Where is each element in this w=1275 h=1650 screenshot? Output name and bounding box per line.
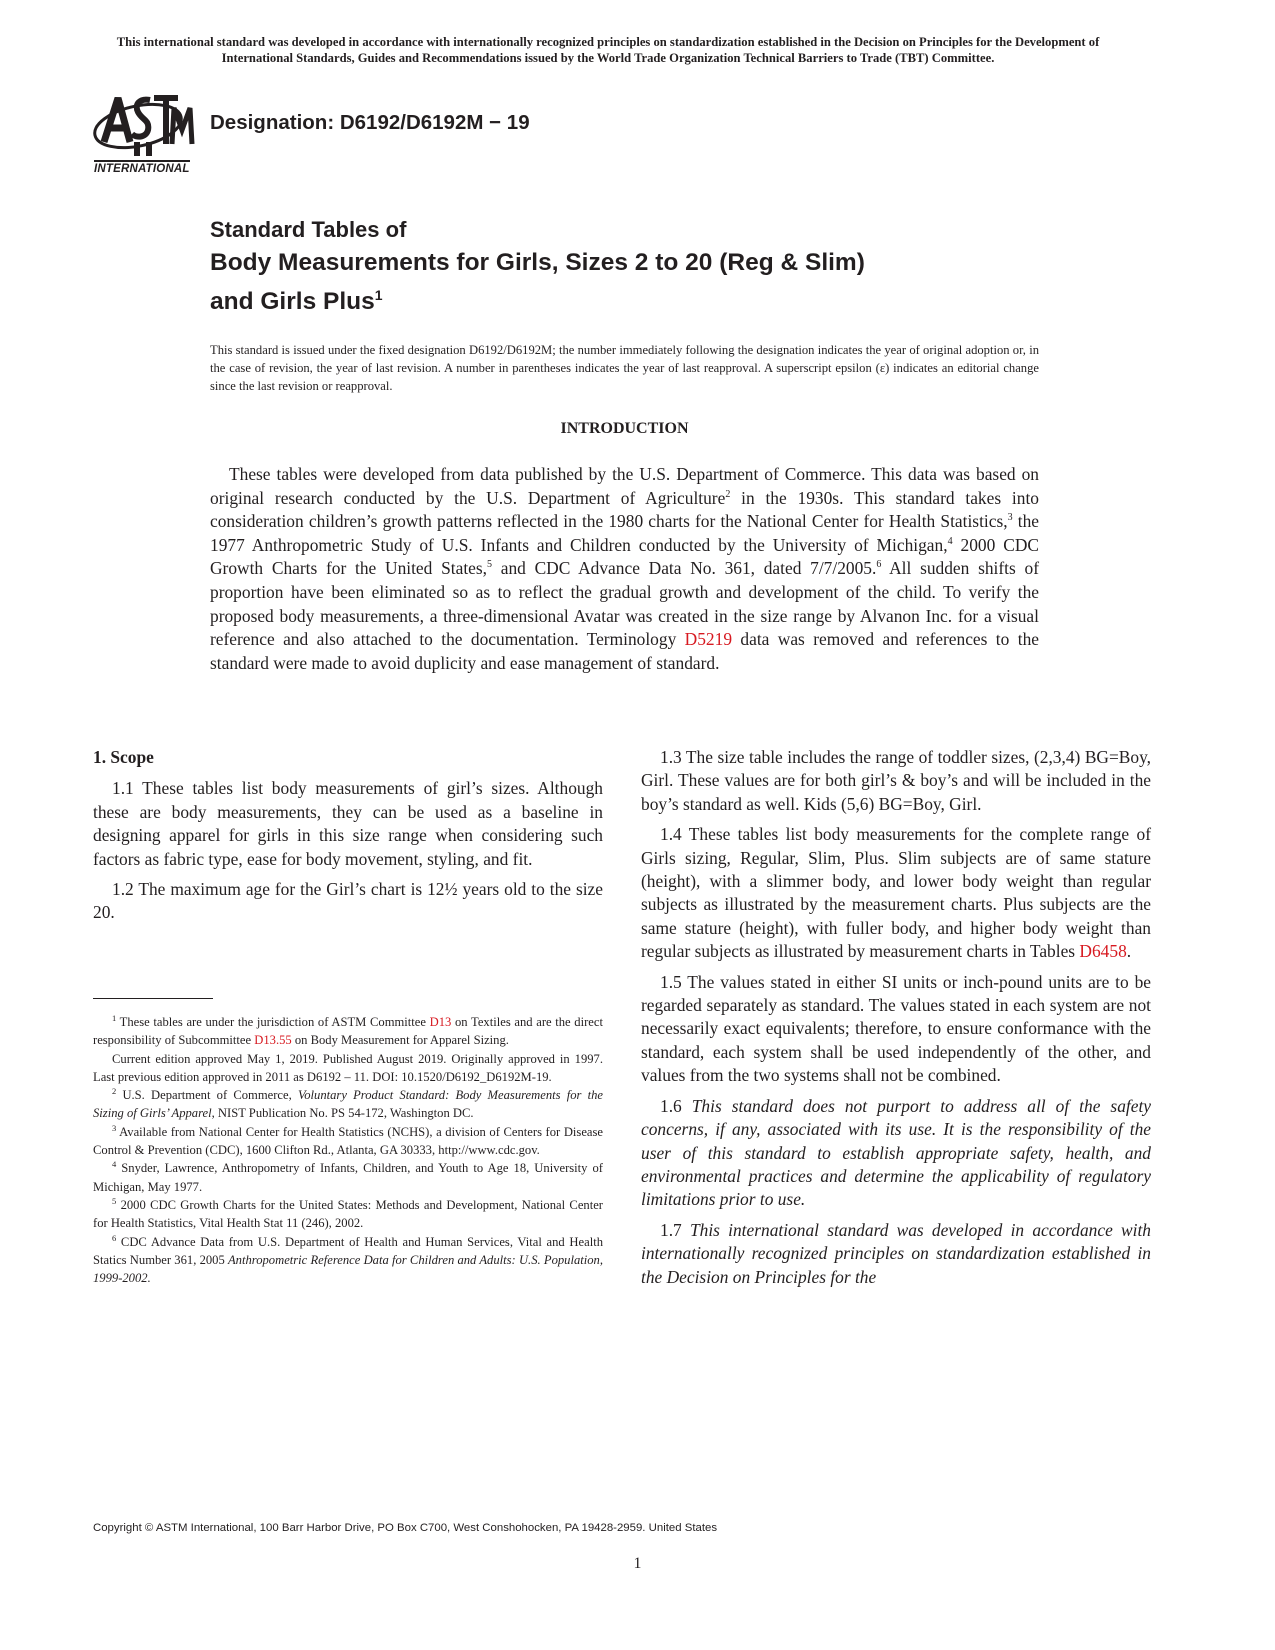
footnote-ref-4[interactable]: 4	[947, 535, 953, 547]
footnotes	[93, 1013, 603, 1287]
footnote-1: $^1$ These tables are under the jurisdiction of ASTM Committee D13 on Textiles and are the direct responsibility of Subcommittee D13.55 on Body Measurement for Apparel Sizing.	[93, 1012, 603, 1048]
section-1-1: 1.1 These tables list body measurements of girl’s sizes. Although these are body measurements, they can be used as a baseline in designing apparel for girls in this size range when considering such factors as fabric type, ease for body movement, styling, and fit.	[93, 778, 603, 869]
section-1-4: 1.4 These tables list body measurements for the complete range of Girls sizing, Regular, Slim, Plus. Slim subjects are of same stature (height), with a slimmer body, and lower body weight than regular subjects as illustrated by the measurement charts. Plus subjects are the same stature (height), with fuller body, and higher body weight than regular subjects as illustrated by measurement charts in Tables D6458.	[641, 824, 1151, 962]
section-1-3: 1.3 The size table includes the range of toddler sizes, (2,3,4) BG=Boy, Girl. These values are for both girl’s & boy’s and will be included in the boy’s standard as well. Kids (5,6) BG=Boy, Girl.	[641, 747, 1151, 814]
left-column	[93, 746, 603, 932]
footnote-ref-5[interactable]: 5	[486, 559, 492, 571]
right-column	[641, 746, 1151, 1296]
footnote-ref-2[interactable]: 2	[725, 488, 731, 500]
page-number: 1	[633, 1555, 642, 1572]
section-1-2: 1.2 The maximum age for the Girl’s chart is 12½ years old to the size 20.	[93, 879, 603, 923]
section-1-7: 1.7 This international standard was developed in accordance with internationally recognized principles on standardization established in the Decision on Principles for the	[641, 1219, 1151, 1287]
link-d6458[interactable]: D6458	[1079, 941, 1127, 962]
designation: Designation: D6192/D6192M − 19	[210, 111, 530, 134]
footnote-4: $^4$ Snyder, Lawrence, Anthropometry of Infants, Children, and Youth to Age 18, University of Michigan, May 1977.	[93, 1159, 603, 1194]
footnote-ref-3[interactable]: 3	[1007, 512, 1013, 524]
footnote-divider	[93, 998, 213, 999]
title-footnote-ref[interactable]: 1	[374, 287, 383, 303]
title-line-2: Body Measurements for Girls, Sizes 2 to 20 (Reg & Slim)	[210, 249, 865, 276]
top-notice: This international standard was developed in accordance with internationally recognized principles on standardization established in the Decision on Principles for the Development of International Standards, Guides and Recommendations issued by the World Trade Organization Technical Barriers to Trade (TBT) Committee.	[116, 35, 1100, 65]
footnote-3: $^3$ Available from National Center for Health Statistics (NCHS), a division of Centers for Disease Control & Prevention (CDC), 1600 Clifton Rd., Atlanta, GA 30333, http://www.cdc.gov.	[93, 1122, 603, 1158]
footnote-1-edition: Current edition approved May 1, 2019. Published August 2019. Originally approved in 1997. Last previous edition approved in 2011 as D6192 – 11. DOI: 10.1520/D6192_D6192M-19.	[93, 1051, 603, 1084]
title-line-3: and Girls Plus	[210, 288, 375, 316]
section-1-6: 1.6 This standard does not purport to address all of the safety concerns, if any, associated with its use. It is the responsibility of the user of this standard to establish appropriate safety, health, and environmental practices and determine the applicability of regulatory limitations prior to use.	[641, 1095, 1152, 1210]
footnote-2: $^2$ U.S. Department of Commerce, Voluntary Product Standard: Body Measurements for the Sizing of Girls’ Apparel, NIST Publication No. PS 54-172, Washington DC.	[93, 1086, 603, 1121]
introduction-paragraph: These tables were developed from data published by the U.S. Department of Commerce. This data was based on original research conducted by the U.S. Department of Agriculture$^2$ in the 1930s. This standard takes into consideration children’s growth patterns reflected in the 1980 charts for the National Center for Health Statistics,$^3$ the 1977 Anthropometric Study of U.S. Infants and Children conducted by the University of Michigan,$^4$ 2000 CDC Growth Charts for the United States,$^5$ and CDC Advance Data No. 361, dated 7/7/2005.$^6$ All sudden shifts of proportion have been eliminated so as to reflect the gradual growth and development of the child. To verify the proposed body measurements, a three-dimensional Avatar was created in the size range by Alvanon Inc. for a visual reference and also attached to the documentation. Terminology D5219 data was removed and references to the standard were made to avoid duplicity and ease management of standard.	[210, 464, 1040, 673]
link-d13-55[interactable]: D13.55	[254, 1033, 292, 1048]
logo-international-text: INTERNATIONAL	[94, 160, 190, 175]
section-1-5: 1.5 The values stated in either SI units or inch-pound units are to be regarded separately as standard. The values stated in each system are not necessarily exact equivalents; therefore, to ensure conformance with the standard, each system shall be used independently of the other, and values from the two systems shall not be combined.	[641, 971, 1151, 1086]
document-title	[210, 213, 865, 318]
title-line-1: Standard Tables of	[210, 217, 407, 242]
astm-logo	[88, 90, 198, 180]
link-d13[interactable]: D13	[429, 1015, 452, 1029]
footnote-5: $^5$ 2000 CDC Growth Charts for the United States: Methods and Development, National Center for Health Statistics, Vital Health Stat 11 (246), 2002.	[93, 1195, 603, 1231]
introduction-heading: INTRODUCTION	[560, 420, 689, 437]
scope-heading: 1. Scope	[93, 747, 154, 767]
link-d5219[interactable]: D5219	[684, 629, 733, 650]
footnote-ref-6[interactable]: 6	[876, 559, 882, 571]
footnote-6: $^6$ CDC Advance Data from U.S. Department of Health and Human Services, Vital and Health Statics Number 361, 2005 Anthropometric Reference Data for Children and Adults: U.S. Population, 1999-2002.	[93, 1232, 603, 1286]
issue-note: This standard is issued under the fixed designation D6192/D6192M; the number immediately following the designation indicates the year of original adoption or, in the case of revision, the year of last revision. A number in parentheses indicates the year of last reapproval. A superscript epsilon (ε) indicates an editorial change since the last revision or reapproval.	[210, 343, 1039, 393]
copyright-line: Copyright © ASTM International, 100 Barr Harbor Drive, PO Box C700, West Conshohocken, PA 19428-2959. United States	[93, 1522, 718, 1534]
